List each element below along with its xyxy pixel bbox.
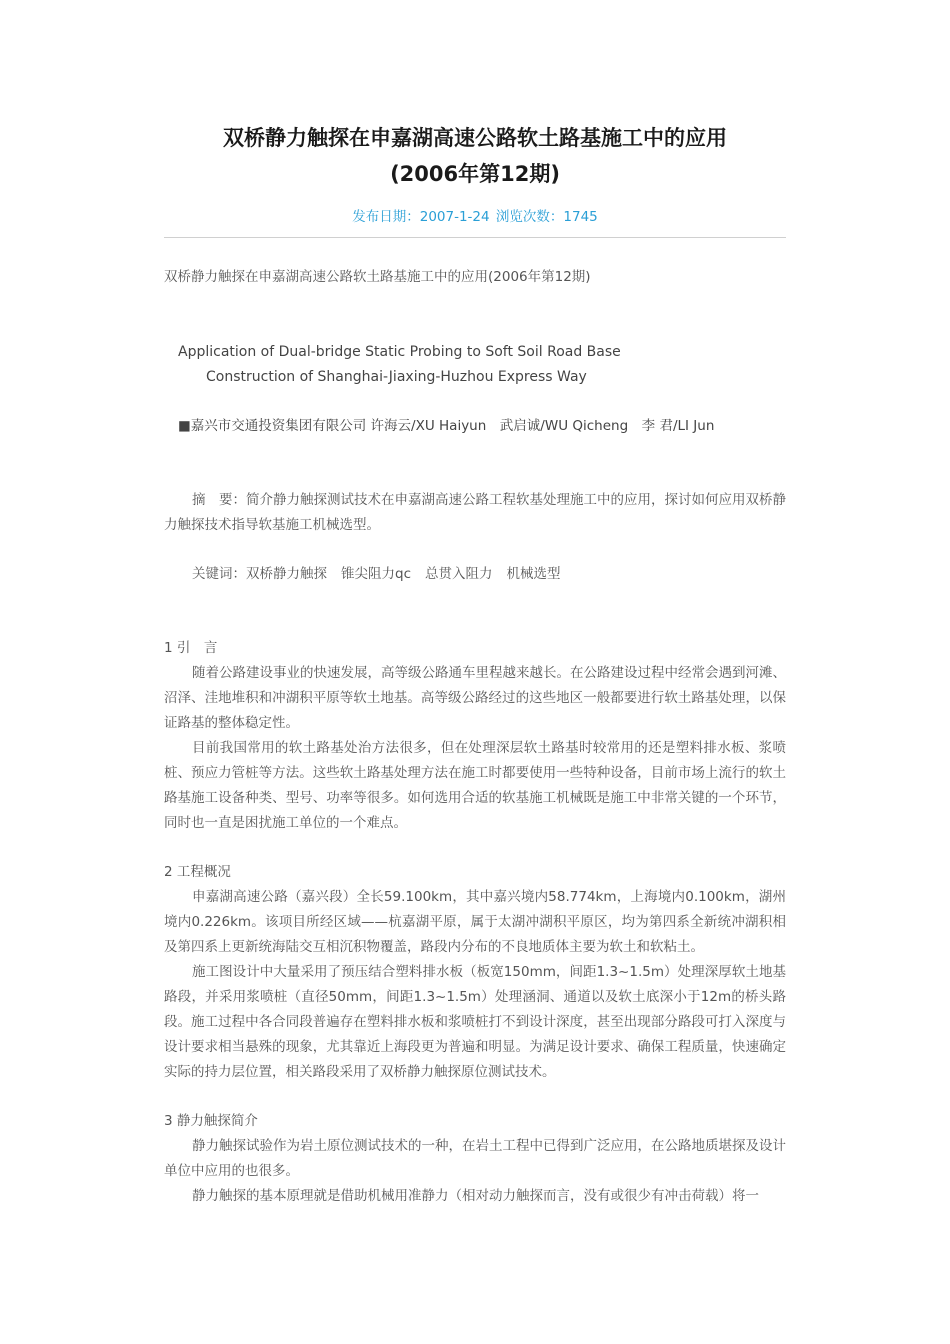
divider [164,237,786,238]
abstract: 摘 要：简介静力触探测试技术在申嘉湖高速公路工程软基处理施工中的应用，探讨如何应用双桥静力触探技术指导软基施工机械选型。 [164,492,786,533]
section-1 [164,636,786,836]
abstract-block [164,488,786,538]
title-line-1: 双桥静力触探在申嘉湖高速公路软土路基施工中的应用 [223,126,727,150]
section-heading: 2 工程概况 [164,864,231,880]
paragraph: 申嘉湖高速公路（嘉兴段）全长59.100km，其中嘉兴境内58.774km，上海境内0.100km，湖州境内0.226km。该项目所经区域——杭嘉湖平原，属于太湖冲湖积平原区，均为第四系全新统冲湖积相及第四系上更新统海陆交互相沉积物覆盖，路段内分布的不良地质体主要为软土和软粘土。 [164,889,786,955]
keywords-label: 关键词： [192,566,246,582]
paragraph: 静力触探的基本原理就是借助机械用准静力（相对动力触探而言，没有或很少有冲击荷载）将一 [192,1188,759,1204]
english-title-line-1: Application of Dual-bridge Static Probing to Soft Soil Road Base [178,344,621,360]
paragraph: 随着公路建设事业的快速发展，高等级公路通车里程越来越长。在公路建设过程中经常会遇到河滩、沼泽、洼地堆积和冲湖积平原等软土地基。高等级公路经过的这些地区一般都要进行软土路基处理，以保证路基的整体稳定性。 [164,665,786,731]
section-2 [164,860,786,1085]
authors: ■嘉兴市交通投资集团有限公司 许海云/XU Haiyun 武启诚/WU Qicheng 李 君/LI Jun [178,418,715,434]
paragraph: 目前我国常用的软土路基处治方法很多，但在处理深层软土路基时较常用的还是塑料排水板、浆喷桩、预应力管桩等方法。这些软土路基处理方法在施工时都要使用一些特种设备，目前市场上流行的软土路基施工设备种类、型号、功率等很多。如何选用合适的软基施工机械既是施工中非常关键的一个环节，同时也一直是困扰施工单位的一个难点。 [164,740,786,831]
paragraph: 施工图设计中大量采用了预压结合塑料排水板（板宽150mm，间距1.3~1.5m）处理深厚软土地基路段，并采用浆喷桩（直径50mm，间距1.3~1.5m）处理涵洞、通道以及软土底深小于12m的桥头路段。施工过程中各合同段普遍存在塑料排水板和浆喷桩打不到设计深度，甚至出现部分路段可打入深度与设计要求相当悬殊的现象，尤其靠近上海段更为普遍和明显。为满足设计要求、确保工程质量，快速确定实际的持力层位置，相关路段采用了双桥静力触探原位测试技术。 [164,964,786,1080]
keyword: 总贯入阻力 [425,566,493,582]
title-line-2: (2006年第12期) [390,162,560,186]
english-title [164,340,786,390]
english-title-line-2: Construction of Shanghai-Jiaxing-Huzhou Express Way [206,369,587,385]
section-heading: 3 静力触探简介 [164,1113,258,1129]
article-subtitle: 双桥静力触探在申嘉湖高速公路软土路基施工中的应用(2006年第12期) [164,269,591,285]
publish-date: 发布日期：2007-1-24 [352,209,490,225]
article-title [164,120,786,192]
keywords [192,564,575,584]
article-meta [164,207,786,227]
keyword: 机械选型 [506,566,561,582]
section-heading: 1 引 言 [164,640,218,656]
section-3 [164,1109,786,1209]
keyword: 双桥静力触探 [246,566,327,582]
paragraph: 静力触探试验作为岩土原位测试技术的一种，在岩土工程中已得到广泛应用，在公路地质堪探及设计单位中应用的也很多。 [164,1138,786,1179]
view-count: 浏览次数：1745 [495,209,598,225]
keyword: 锥尖阻力qc [341,566,411,582]
